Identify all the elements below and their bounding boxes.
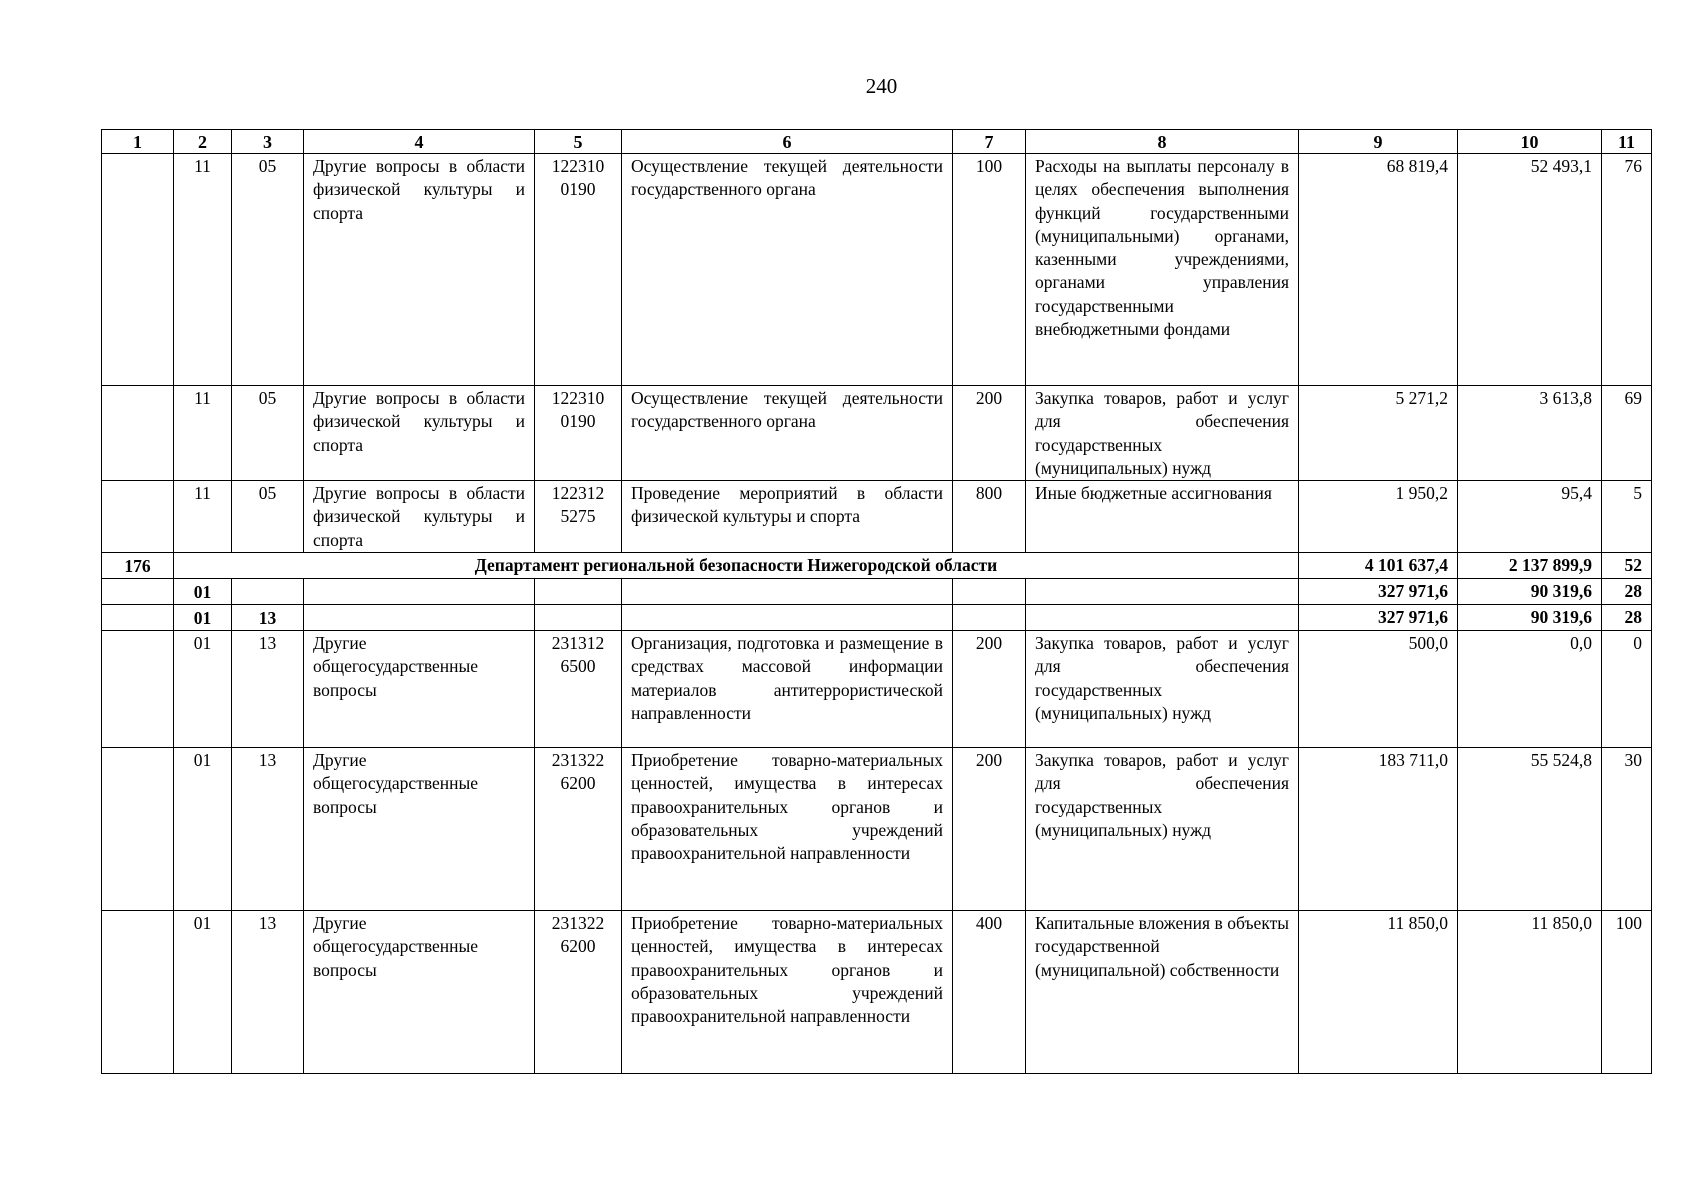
column-header: 11	[1602, 130, 1652, 154]
empty-cell	[622, 605, 953, 631]
cell-section-name: Другие общегосударственные вопросы	[304, 631, 535, 748]
cell-col1	[102, 911, 174, 1074]
cell-executed: 55 524,8	[1458, 748, 1602, 911]
cell-target-article: 231322 6200	[535, 911, 622, 1074]
cell-target-article: 231322 6200	[535, 748, 622, 911]
cell-subsection	[232, 579, 304, 605]
cell-percent: 28	[1602, 579, 1652, 605]
cell-subsection: 13	[232, 631, 304, 748]
empty-cell	[953, 605, 1026, 631]
empty-cell	[535, 605, 622, 631]
cell-planned: 11 850,0	[1299, 911, 1458, 1074]
empty-cell	[622, 579, 953, 605]
cell-section: 01	[174, 631, 232, 748]
cell-subsection: 13	[232, 605, 304, 631]
cell-planned: 327 971,6	[1299, 579, 1458, 605]
column-header: 5	[535, 130, 622, 154]
department-planned: 4 101 637,4	[1299, 553, 1458, 579]
cell-executed: 52 493,1	[1458, 154, 1602, 386]
cell-section: 01	[174, 911, 232, 1074]
table-row	[102, 911, 1652, 1074]
cell-expense-type: 100	[953, 154, 1026, 386]
cell-planned: 500,0	[1299, 631, 1458, 748]
cell-planned: 5 271,2	[1299, 386, 1458, 481]
table-row	[102, 481, 1652, 553]
cell-section-name: Другие вопросы в области физической культуры и спорта	[304, 154, 535, 386]
cell-article-name: Осуществление текущей деятельности государственного органа	[622, 154, 953, 386]
cell-expense-type-name: Закупка товаров, работ и услуг для обеспечения государственных (муниципальных) нужд	[1026, 386, 1299, 481]
department-executed: 2 137 899,9	[1458, 553, 1602, 579]
cell-subsection: 13	[232, 911, 304, 1074]
cell-section: 01	[174, 605, 232, 631]
cell-target-article: 231312 6500	[535, 631, 622, 748]
section-subtotal-row	[102, 579, 1652, 605]
cell-article-name: Организация, подготовка и размещение в средствах массовой информации материалов антитеррористической направленности	[622, 631, 953, 748]
column-header: 3	[232, 130, 304, 154]
cell-percent: 100	[1602, 911, 1652, 1074]
cell-col1	[102, 748, 174, 911]
cell-expense-type: 200	[953, 386, 1026, 481]
cell-target-article: 122310 0190	[535, 386, 622, 481]
cell-section: 11	[174, 481, 232, 553]
cell-col1	[102, 481, 174, 553]
column-header: 7	[953, 130, 1026, 154]
cell-expense-type: 400	[953, 911, 1026, 1074]
cell-executed: 0,0	[1458, 631, 1602, 748]
cell-section: 11	[174, 154, 232, 386]
budget-table	[101, 129, 1652, 1074]
cell-expense-type: 800	[953, 481, 1026, 553]
cell-expense-type-name: Закупка товаров, работ и услуг для обеспечения государственных (муниципальных) нужд	[1026, 748, 1299, 911]
cell-target-article: 122312 5275	[535, 481, 622, 553]
empty-cell	[1026, 579, 1299, 605]
cell-expense-type-name: Расходы на выплаты персоналу в целях обеспечения выполнения функций государственными (муниципальными) органами, казенными учреждениями, органами управления государственными внебюджетными фондами	[1026, 154, 1299, 386]
column-number-header-row	[102, 130, 1652, 154]
column-header: 2	[174, 130, 232, 154]
department-row	[102, 553, 1652, 579]
empty-cell	[1026, 605, 1299, 631]
cell-planned: 68 819,4	[1299, 154, 1458, 386]
empty-cell	[304, 605, 535, 631]
cell-percent: 30	[1602, 748, 1652, 911]
page-number: 240	[865, 74, 898, 98]
cell-article-name: Приобретение товарно-материальных ценностей, имущества в интересах правоохранительных органов и образовательных учреждений правоохранительной направленности	[622, 748, 953, 911]
column-header: 10	[1458, 130, 1602, 154]
cell-percent: 0	[1602, 631, 1652, 748]
column-header: 4	[304, 130, 535, 154]
empty-cell	[304, 579, 535, 605]
department-title: Департамент региональной безопасности Нижегородской области	[174, 553, 1299, 579]
table-row	[102, 386, 1652, 481]
cell-expense-type-name: Капитальные вложения в объекты государственной (муниципальной) собственности	[1026, 911, 1299, 1074]
cell-expense-type-name: Закупка товаров, работ и услуг для обеспечения государственных (муниципальных) нужд	[1026, 631, 1299, 748]
cell-subsection: 05	[232, 386, 304, 481]
subsection-subtotal-row	[102, 605, 1652, 631]
empty-cell	[102, 579, 174, 605]
empty-cell	[535, 579, 622, 605]
cell-col1	[102, 154, 174, 386]
cell-executed: 95,4	[1458, 481, 1602, 553]
cell-subsection: 13	[232, 748, 304, 911]
column-header: 6	[622, 130, 953, 154]
cell-subsection: 05	[232, 154, 304, 386]
cell-planned: 183 711,0	[1299, 748, 1458, 911]
cell-article-name: Проведение мероприятий в области физической культуры и спорта	[622, 481, 953, 553]
department-percent: 52	[1602, 553, 1652, 579]
cell-section: 01	[174, 579, 232, 605]
cell-percent: 5	[1602, 481, 1652, 553]
cell-section-name: Другие вопросы в области физической культуры и спорта	[304, 481, 535, 553]
cell-expense-type: 200	[953, 748, 1026, 911]
cell-section-name: Другие общегосударственные вопросы	[304, 911, 535, 1074]
cell-planned: 1 950,2	[1299, 481, 1458, 553]
cell-executed: 3 613,8	[1458, 386, 1602, 481]
cell-expense-type-name: Иные бюджетные ассигнования	[1026, 481, 1299, 553]
column-header: 8	[1026, 130, 1299, 154]
empty-cell	[102, 605, 174, 631]
cell-executed: 90 319,6	[1458, 605, 1602, 631]
cell-section-name: Другие вопросы в области физической культуры и спорта	[304, 386, 535, 481]
cell-article-name: Осуществление текущей деятельности государственного органа	[622, 386, 953, 481]
cell-article-name: Приобретение товарно-материальных ценностей, имущества в интересах правоохранительных органов и образовательных учреждений правоохранительной направленности	[622, 911, 953, 1074]
cell-col1	[102, 386, 174, 481]
cell-target-article: 122310 0190	[535, 154, 622, 386]
department-code: 176	[102, 553, 174, 579]
table-row	[102, 748, 1652, 911]
cell-executed: 90 319,6	[1458, 579, 1602, 605]
cell-executed: 11 850,0	[1458, 911, 1602, 1074]
table-row	[102, 631, 1652, 748]
cell-percent: 76	[1602, 154, 1652, 386]
cell-section: 01	[174, 748, 232, 911]
column-header: 1	[102, 130, 174, 154]
empty-cell	[953, 579, 1026, 605]
table-row	[102, 154, 1652, 386]
cell-subsection: 05	[232, 481, 304, 553]
cell-planned: 327 971,6	[1299, 605, 1458, 631]
cell-percent: 69	[1602, 386, 1652, 481]
column-header: 9	[1299, 130, 1458, 154]
cell-percent: 28	[1602, 605, 1652, 631]
cell-expense-type: 200	[953, 631, 1026, 748]
cell-section-name: Другие общегосударственные вопросы	[304, 748, 535, 911]
cell-col1	[102, 631, 174, 748]
cell-section: 11	[174, 386, 232, 481]
